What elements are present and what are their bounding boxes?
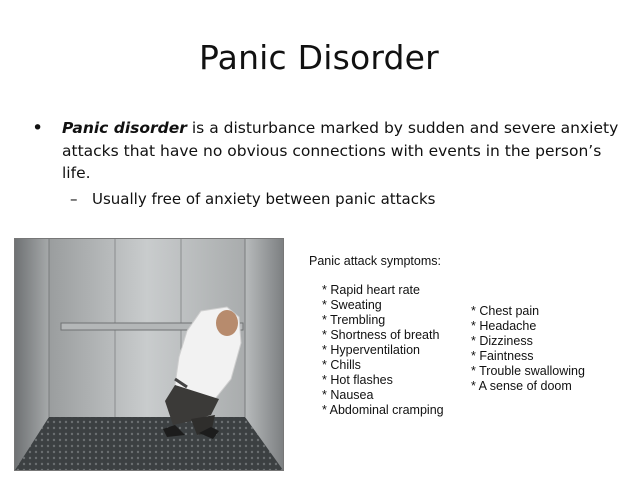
sub-bullet-text: Usually free of anxiety between panic attacks	[92, 190, 436, 208]
bullet-body: is a disturbance marked by sudden and severe anxiety attacks that have no obvious connections with events in the person’s life.	[62, 119, 619, 182]
symptoms-heading: Panic attack symptoms:	[309, 254, 441, 268]
bullet-text	[62, 117, 622, 185]
list-item: * A sense of doom	[471, 379, 572, 393]
sub-bullet-marker: –	[70, 190, 78, 208]
list-item: * Trembling	[322, 313, 386, 327]
list-item: * Sweating	[322, 298, 382, 312]
list-item: * Hot flashes	[322, 373, 393, 387]
list-item: * Trouble swallowing	[471, 364, 585, 378]
slide-title: Panic Disorder	[199, 38, 439, 77]
crouching-man-in-elevator-image	[15, 239, 283, 470]
symptoms-list-right	[471, 304, 585, 394]
bullet-term: Panic disorder	[62, 119, 187, 137]
bullet-marker: •	[32, 117, 44, 139]
list-item: * Faintness	[471, 349, 534, 363]
list-item: * Hyperventilation	[322, 343, 420, 357]
symptoms-list-left	[322, 283, 444, 418]
list-item: * Nausea	[322, 388, 374, 402]
list-item: * Chest pain	[471, 304, 540, 318]
list-item: * Headache	[471, 319, 537, 333]
list-item: * Shortness of breath	[322, 328, 440, 342]
elevator-photo	[14, 238, 284, 471]
list-item: * Abdominal cramping	[322, 403, 444, 417]
list-item: * Dizziness	[471, 334, 533, 348]
list-item: * Rapid heart rate	[322, 283, 420, 297]
list-item: * Chills	[322, 358, 361, 372]
